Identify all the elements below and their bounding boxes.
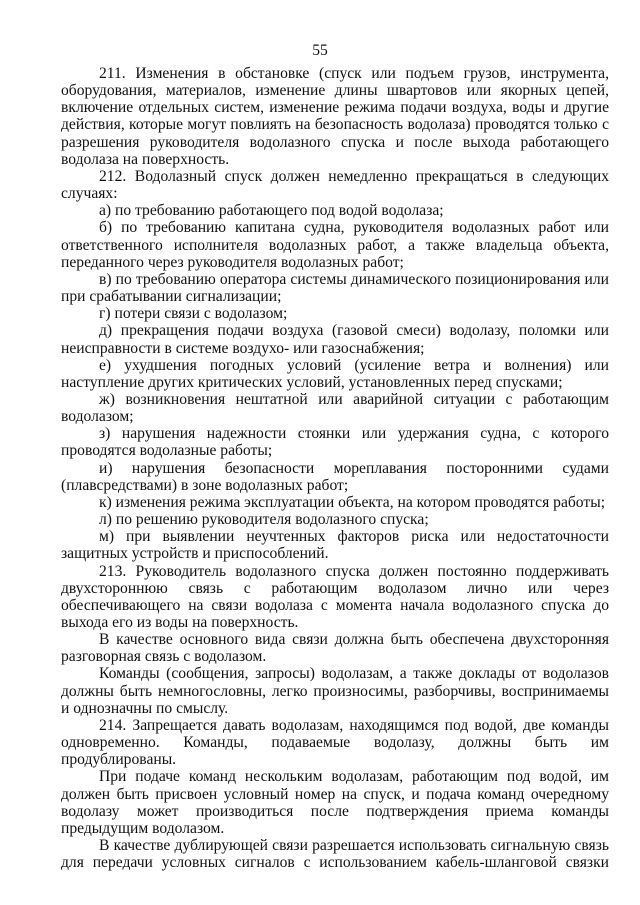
document-body [61, 65, 609, 871]
paragraph-214: 214. Запрещается давать водолазам, находящимся под водой, две команды одновременно. Команды, подаваемые водолазу, должны быть им продублированы. [61, 716, 609, 769]
list-item-e: е) ухудшения погодных условий (усиление ветра и волнения) или наступление других критических условий, установленных перед спусками; [61, 356, 609, 391]
list-item-v: в) по требованию оператора системы динамического позиционирования или при срабатывании сигнализации; [61, 270, 609, 306]
paragraph-backup-communication: В качестве дублирующей связи разрешается использовать сигнальную связь для передачи условных сигналов с использованием кабель-шланговой связки [61, 837, 609, 872]
paragraph-213: 213. Руководитель водолазного спуска должен постоянно поддерживать двухстороннюю связь с работающим водолазом лично или через обеспечивающего на связи водолаза с момента начала водолазного спуска до выхода его из воды на поверхность. [61, 562, 609, 631]
list-item-l: л) по решению руководителя водолазного спуска; [99, 511, 429, 529]
list-item-zh: ж) возникновения нештатной или аварийной ситуации с работающим водолазом; [61, 390, 609, 426]
list-item-a: а) по требованию работающего под водой водолаза; [99, 202, 444, 220]
list-item-k: к) изменения режима эксплуатации объекта, на котором проводятся работы; [99, 493, 606, 511]
list-item-b: б) по требованию капитана судна, руководителя водолазных работ или ответственного исполнителя водолазных работ, а также владельца объекта, переданного через руководителя водолазных работ; [61, 219, 609, 271]
list-item-g: г) потери связи с водолазом; [99, 305, 288, 323]
list-item-m: м) при выявлении неучтенных факторов риска или недостаточности защитных устройств и приспособлений. [61, 528, 609, 563]
list-item-z: з) нарушения надежности стоянки или удержания судна, с которого проводятся водолазные работы; [61, 425, 609, 460]
paragraph-212: 212. Водолазный спуск должен немедленно прекращаться в следующих случаях: [61, 167, 609, 203]
paragraph-main-communication: В качестве основного вида связи должна быть обеспечена двухсторонняя разговорная связь с водолазом. [61, 631, 609, 666]
list-item-d: д) прекращения подачи воздуха (газовой смеси) водолазу, поломки или неисправности в системе воздухо- или газоснабжения; [61, 322, 609, 357]
paragraph-commands: Команды (сообщения, запросы) водолазам, а также доклады от водолазов должны быть немногословны, легко произносимы, разборчивы, воспринимаемы и однозначны по смыслу. [61, 665, 609, 717]
paragraph-211: 211. Изменения в обстановке (спуск или подъем грузов, инструмента, оборудования, материалов, изменение длины швартовов или якорных цепей, включение отдельных систем, изменение режима подачи воздуха, воды и другие действия, которые могут повлиять на безопасность водолаза) проводятся только с разрешения руководителя водолазного спуска и после выхода работающего водолаза на поверхность. [61, 65, 609, 168]
paragraph-multiple-divers: При подаче команд нескольким водолазам, работающим под водой, им должен быть присвоен условный номер на спуск, и подача команд очередному водолазу может производиться после подтверждения приема команды предыдущим водолазом. [61, 768, 609, 837]
page-number: 55 [312, 42, 328, 59]
list-item-i: и) нарушения безопасности мореплавания посторонними судами (плавсредствами) в зоне водолазных работ; [61, 459, 609, 494]
